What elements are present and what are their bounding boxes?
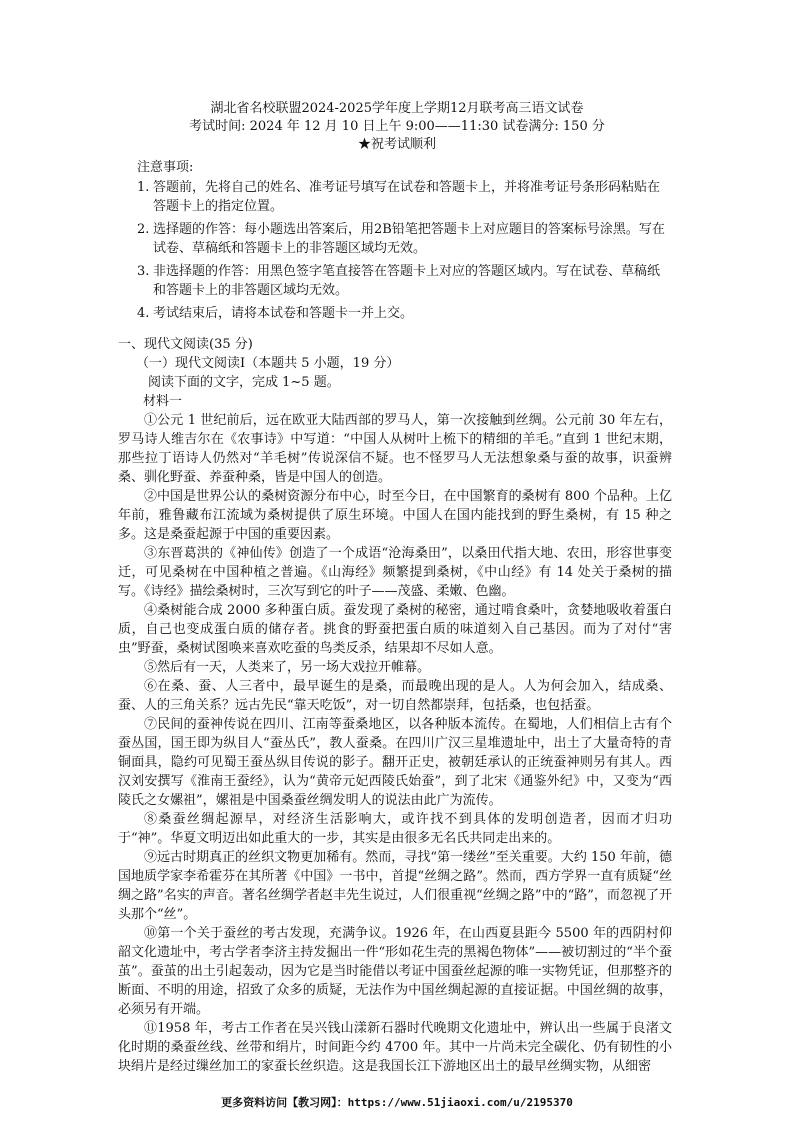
- reading-instruction: 阅读下面的文字，完成 1~5 题。: [148, 375, 340, 390]
- footer-link[interactable]: 更多资料访问【教习网】：https://www.51jiaoxi.com/u/2195370: [221, 1096, 573, 1109]
- exam-title: 湖北省名校联盟2024-2025学年度上学期12月联考高三语文试卷: [210, 101, 584, 116]
- notice-item: [137, 304, 667, 323]
- notice-item-number: 4.: [137, 306, 150, 321]
- exam-header: [0, 100, 794, 154]
- notice-list: [137, 178, 667, 327]
- reading-section: [118, 335, 672, 1076]
- notice-item-number: 2.: [137, 222, 150, 237]
- notice-item: [137, 262, 667, 300]
- notice-item: [137, 178, 667, 216]
- exam-info: 考试时间: 2024 年 12 月 10 日上午 9:00——11:30 试卷满分: 150 分: [189, 119, 605, 134]
- paragraph: ⑦民间的蚕神传说在四川、江南等蚕桑地区，以各种版本流传。在蜀地，人们相信上古有个蚕丛国，国王即为纵目人“蚕丛氏”，教人蚕桑。在四川广汉三星堆遗址中，出土了大量奇特的青铜面具，隐约可见蜀王蚕丛纵目传说的影子。翻开正史，被朝廷承认的正统蚕神则另有其人。西汉刘安撰写《淮南王蚕经》，认为“黄帝元妃西陵氏始蚕”，到了北宋《通鉴外纪》中，又变为“西陵氏之女嫘祖”，嫘祖是中国桑蚕丝绸发明人的说法由此广为流传。: [118, 717, 672, 808]
- paragraph: ④桑树能合成 2000 多种蛋白质。蚕发现了桑树的秘密，通过啃食桑叶，贪婪地吸收着蛋白质，自己也变成蛋白质的储存者。挑食的野蚕把蛋白质的味道刻入自己基因。而为了对付“害虫”野蚕，桑树试图唤来喜欢吃蚕的鸟类反杀，结果却不尽如人意。: [118, 603, 672, 656]
- paragraph: ③东晋葛洪的《神仙传》创造了一个成语“沧海桑田”，以桑田代指大地、农田，形容世事变迁，可见桑树在中国种植之普遍。《山海经》频繁提到桑树，《中山经》有 14 处关于桑树的描写。《诗经》描绘桑树时，三次写到它的叶子——茂盛、柔嫩、色幽。: [118, 546, 672, 599]
- paragraph: ⑪1958 年，考古工作者在吴兴钱山漾新石器时代晚期文化遗址中，辨认出一些属于良渚文化时期的桑蚕丝线、丝带和绢片，时间距今约 4700 年。其中一片尚未完全碳化、仍有韧性的小块绢片是经过缫丝加工的家蚕长丝织造。这是我国长江下游地区出土的最早丝绸实物，从细密: [118, 1021, 672, 1074]
- subsection-heading: （一）现代文阅读Ⅰ（本题共 5 小题，19 分）: [136, 356, 400, 371]
- paragraph: ⑨远古时期真正的丝织文物更加稀有。然而，寻找“第一缕丝”至关重要。大约 150 年前，德国地质学家李希霍芬在其所著《中国》一书中，首提“丝绸之路”。然而，西方学界一直有质疑“丝绸之路”名实的声音。著名丝绸学者赵丰先生说过，人们很重视“丝绸之路”中的“路”，而忽视了开头那个“丝”。: [118, 850, 672, 922]
- notice-item-text: 选择题的作答：每小题选出答案后，用2B铅笔把答题卡上对应题目的答案标号涂黑。写在试卷、草稿纸和答题卡上的非答题区域均无效。: [153, 222, 665, 256]
- paragraph: ①公元 1 世纪前后，远在欧亚大陆西部的罗马人，第一次接触到丝绸。公元前 30 年左右，罗马诗人维吉尔在《农事诗》中写道：“中国人从树叶上梳下的精细的羊毛。”直到 1 世纪末期，那些拉丁语诗人仍然对“羊毛树”传说深信不疑。也不怪罗马人无法想象桑与蚕的故事，识蚕辨桑、驯化野蚕、养蚕种桑，皆是中国人的创造。: [118, 413, 672, 485]
- notice-heading: 注意事项:: [137, 160, 194, 175]
- paragraph: ②中国是世界公认的桑树资源分布中心，时至今日，在中国繁育的桑树有 800 个品种。上亿年前，雅鲁藏布江流域为桑树提供了原生环境。中国人在国内能找到的野生桑树，有 15 种之多。这是桑蚕起源于中国的重要因素。: [118, 489, 672, 542]
- notice-item-text: 答题前，先将自己的姓名、准考证号填写在试卷和答题卡上，并将准考证号条形码粘贴在答题卡上的指定位置。: [153, 180, 661, 214]
- notice-item: [137, 220, 667, 258]
- notice-item-number: 3.: [137, 264, 150, 279]
- material-label: 材料一: [143, 394, 183, 409]
- notice-item-text: 考试结束后，请将本试卷和答题卡一并上交。: [153, 306, 414, 321]
- paragraph: ⑧桑蚕丝绸起源早，对经济生活影响大，或许找不到具体的发明创造者，因而才归功于“神”。华夏文明迈出如此重大的一步，其实是由很多无名氏共同走出来的。: [118, 812, 672, 846]
- paragraph: ⑤然后有一天，人类来了，另一场大戏拉开帷幕。: [144, 660, 431, 675]
- section-heading: 一、现代文阅读(35 分): [118, 337, 253, 352]
- paragraph: ⑩第一个关于蚕丝的考古发现，充满争议。1926 年，在山西夏县距今 5500 年的西阴村仰韶文化遗址中，考古学者李济主持发掘出一件“形如花生壳的黑褐色物体”——被切割过的“半个蚕茧”。蚕茧的出土引起轰动，因为它是当时能借以考证中国蚕丝起源的唯一实物凭证，但那整齐的断面、不明的用途，招致了众多的质疑，无法作为中国丝绸起源的直接证据。中国丝绸的故事，必须另有开端。: [118, 926, 672, 1017]
- notice-item-text: 非选择题的作答：用黑色签字笔直接答在答题卡上对应的答题区域内。写在试卷、草稿纸和答题卡上的非答题区域均无效。: [153, 264, 661, 298]
- exam-wish: ★祝考试顺利: [357, 137, 436, 152]
- paragraph: ⑥在桑、蚕、人三者中，最早诞生的是桑，而最晚出现的是人。人为何会加入，结成桑、蚕、人的三角关系？远古先民“靠天吃饭”，对一切自然都崇拜，包括桑，也包括蚕。: [118, 679, 672, 713]
- notice-item-number: 1.: [137, 180, 150, 195]
